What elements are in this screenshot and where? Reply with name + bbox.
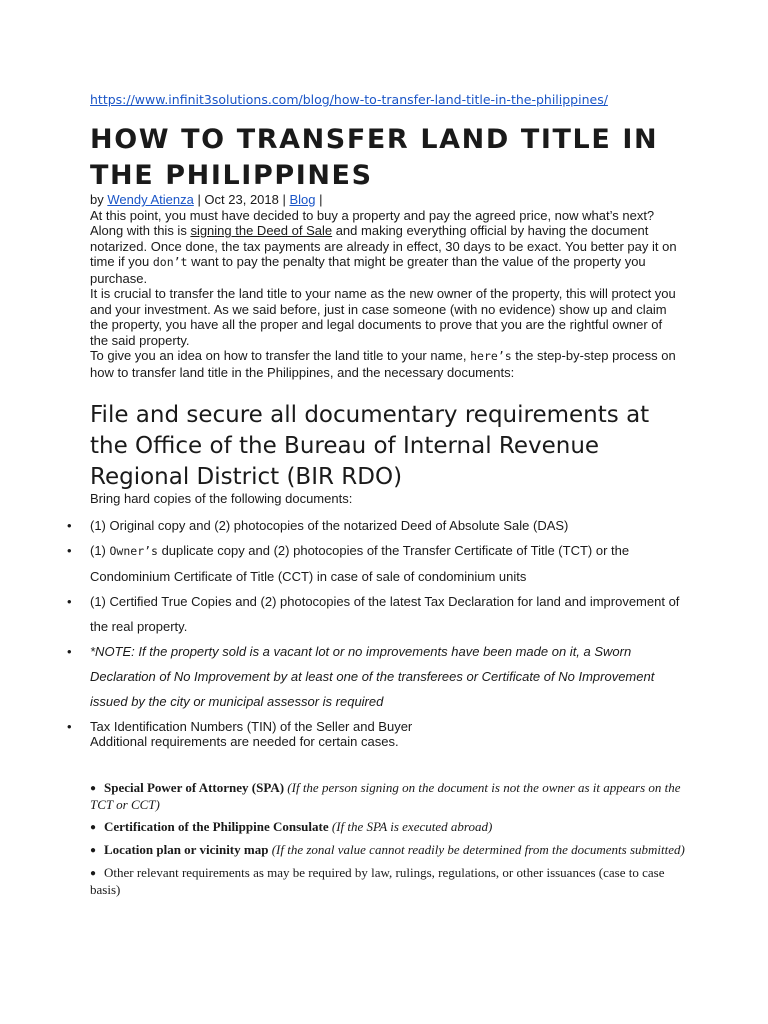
list-item: [90, 842, 690, 859]
bullet-icon: ●: [90, 783, 97, 794]
requirement-text-start: (1): [90, 543, 110, 558]
article-intro: [90, 192, 680, 380]
bullet-icon: •: [67, 719, 72, 734]
intro-text-after-link: and making everything official by having the document notarized. Once done, the tax payments are already in effect, 30 days to be exact. You better pay it on time if you: [90, 223, 677, 269]
additional-requirements-text: Additional requirements are needed for certain cases.: [90, 734, 399, 749]
extra-requirement-text: Other relevant requirements as may be required by law, rulings, regulations, or other issuances (case to case basis): [90, 865, 665, 897]
list-item: [67, 513, 687, 538]
requirement-text: Tax Identification Numbers (TIN) of the Seller and Buyer: [90, 719, 413, 734]
section-heading: File and secure all documentary requirements at the Office of the Bureau of Internal Revenue Regional District (BIR RDO): [90, 402, 650, 490]
bullet-icon: ●: [90, 845, 97, 856]
intro-paragraph-3: [90, 348, 680, 380]
byline: [90, 192, 680, 208]
extra-requirement-title: Special Power of Attorney (SPA): [104, 780, 285, 795]
category-link[interactable]: Blog: [289, 192, 316, 207]
intro-paragraph-1: [90, 208, 680, 287]
bullet-icon: •: [67, 543, 72, 558]
byline-end: |: [315, 192, 323, 207]
intro-paragraph-2: It is crucial to transfer the land title to your name as the new owner of the property, this will protect you and your investment. As we said before, just in case someone (with no evidence) show up and claim the property, you have all the proper and legal documents to prove that you are the rightful owner of the said property.: [90, 286, 676, 348]
extra-requirement-title: Location plan or vicinity map: [104, 842, 269, 857]
list-item: [67, 538, 687, 589]
source-url-link[interactable]: https://www.infinit3solutions.com/blog/how-to-transfer-land-title-in-the-philippines/: [90, 92, 608, 107]
article-title: HOW TO TRANSFER LAND TITLE IN THE PHILIPPINES: [90, 124, 659, 191]
requirement-text-end: duplicate copy and (2) photocopies of the Transfer Certificate of Title (TCT) or the Condominium Certificate of Title (CCT) in case of sale of condominium units: [90, 543, 630, 584]
bullet-icon: •: [67, 644, 72, 659]
extra-requirements-list: [90, 780, 690, 904]
para3-mono-word: here’s: [470, 349, 512, 363]
bullet-icon: ●: [90, 868, 97, 879]
bullet-icon: •: [67, 518, 72, 533]
para3-end: the step-by-step process on how to transfer land title in the Philippines, and the necessary documents:: [90, 348, 676, 380]
intro-mono-word: don’t: [152, 255, 188, 269]
bullet-icon: •: [67, 594, 72, 609]
bring-documents-text: Bring hard copies of the following documents:: [90, 491, 353, 506]
requirement-text: (1) Original copy and (2) photocopies of the notarized Deed of Absolute Sale (DAS): [90, 518, 569, 533]
requirement-text: (1) Certified True Copies and (2) photocopies of the latest Tax Declaration for land and improvement of the real property.: [90, 594, 680, 634]
byline-prefix: by: [90, 192, 108, 207]
byline-date: | Oct 23, 2018 |: [193, 192, 290, 207]
bullet-icon: ●: [90, 822, 97, 833]
author-link[interactable]: Wendy Atienza: [107, 192, 194, 207]
list-item: [67, 639, 687, 714]
list-item: [90, 780, 690, 813]
intro-text-before-link: Along with this is: [90, 223, 191, 238]
requirement-mono-word: Owner’s: [109, 544, 158, 558]
deed-of-sale-link[interactable]: signing the Deed of Sale: [190, 223, 333, 238]
extra-requirement-note: (If the zonal value cannot readily be determined from the documents submitted): [271, 842, 685, 857]
para3-start: To give you an idea on how to transfer the land title to your name,: [90, 348, 471, 363]
extra-requirement-note: (If the person signing on the document is not the owner as it appears on the TCT or CCT): [90, 780, 681, 812]
list-item: [67, 589, 687, 639]
list-item: [90, 865, 690, 898]
extra-requirement-title: Certification of the Philippine Consulate: [104, 819, 329, 834]
extra-requirement-note: (If the SPA is executed abroad): [331, 819, 493, 834]
list-item: [90, 819, 690, 836]
intro-line-1: At this point, you must have decided to buy a property and pay the agreed price, now what’s next?: [90, 207, 655, 223]
requirements-list: [67, 513, 687, 735]
requirement-note: *NOTE: If the property sold is a vacant lot or no improvements have been made on it, a Sworn Declaration of No Improvement by at least one of the transferees or Certificate of No Improvement issued by the city or municipal assessor is required: [90, 644, 655, 709]
list-item: [67, 714, 687, 735]
intro-text-end: want to pay the penalty that might be greater than the value of the property you purchase.: [90, 254, 646, 286]
